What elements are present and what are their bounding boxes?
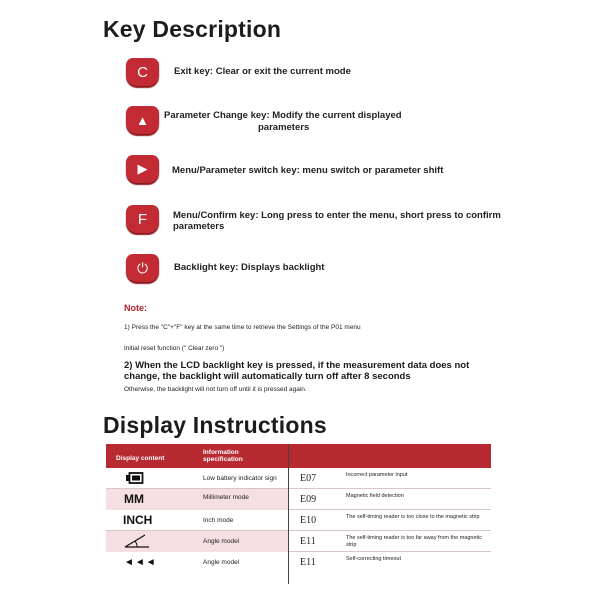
table-header (106, 444, 491, 468)
key-text-menu-confirm-2: parameters (173, 221, 225, 232)
display-instructions-title: Display Instructions (103, 412, 327, 438)
row-mode: Low battery indicator sign (203, 475, 277, 482)
row-code: E11 (300, 557, 316, 568)
row-desc: Incorrect parameter input (346, 472, 408, 478)
row-desc: Magnetic field detection (346, 493, 404, 499)
row-desc: Self-correcting timeout (346, 556, 402, 562)
row-code: E11 (300, 536, 316, 547)
key-text-menu-confirm: Menu/Confirm key: Long press to enter the menu, short press to confirm (173, 210, 501, 221)
row-mode: Millimeter mode (203, 494, 249, 501)
row-symbol: ◄◄◄ (124, 557, 157, 568)
key-description-title: Key Description (103, 16, 282, 42)
key-row-backlight (126, 254, 526, 294)
key-row-menu-switch (126, 155, 526, 195)
row-symbol: INCH (123, 513, 153, 527)
key-text-menu-switch: Menu/Parameter switch key: menu switch or parameter shift (172, 165, 444, 176)
note-line-1: 1) Press the "C"+"F" key at the same time to retrieve the Settings of the P01 menu (124, 324, 361, 331)
row-code: E10 (300, 515, 317, 526)
header-display-content: Display content (116, 455, 165, 462)
display-table (106, 444, 491, 584)
note-line-4: Otherwise, the backlight will not turn off until it is pressed again. (124, 386, 307, 393)
key-row-parameter-change (126, 106, 526, 146)
column-divider (288, 444, 289, 584)
table-row (106, 552, 491, 573)
note-line-3: 2) When the LCD backlight key is pressed, if the measurement data does not change, the backlight will automatically turn off after 8 seconds (124, 360, 470, 382)
row-symbol: MM (124, 492, 144, 506)
row-mode: Inch mode (203, 517, 234, 524)
row-code: E07 (300, 473, 317, 484)
note-line-2: Initial reset function (" Clear zero ") (124, 345, 225, 352)
note-label: Note: (124, 303, 147, 313)
header-information-specification: Information specification (203, 449, 243, 463)
row-code: E09 (300, 494, 317, 505)
table-row (106, 510, 491, 531)
c-letter-icon: C (126, 58, 159, 86)
key-row-menu-confirm (126, 205, 526, 245)
key-text-parameter-change-2: parameters (258, 122, 310, 133)
row-desc: The self-timing reader is too close to the magnetic strip (346, 514, 480, 520)
row-mode: Angle model (203, 559, 240, 566)
table-row (106, 489, 491, 510)
right-triangle-icon: ▶ (126, 155, 159, 183)
key-text-parameter-change: Parameter Change key: Modify the current displayed (164, 110, 402, 121)
table-row (106, 531, 491, 552)
power-icon: ⏻ (126, 254, 159, 282)
f-letter-icon: F (126, 205, 159, 233)
key-text-exit: Exit key: Clear or exit the current mode (174, 66, 351, 77)
row-mode: Angle model (203, 538, 240, 545)
battery-icon (126, 472, 144, 484)
row-desc: The self-timing reader is too far away from the magnetic strip (346, 535, 483, 548)
angle-icon (124, 534, 150, 548)
key-text-backlight: Backlight key: Displays backlight (174, 262, 325, 273)
table-row (106, 468, 491, 489)
up-triangle-icon: ▲ (126, 106, 159, 134)
key-row-exit (126, 58, 526, 98)
